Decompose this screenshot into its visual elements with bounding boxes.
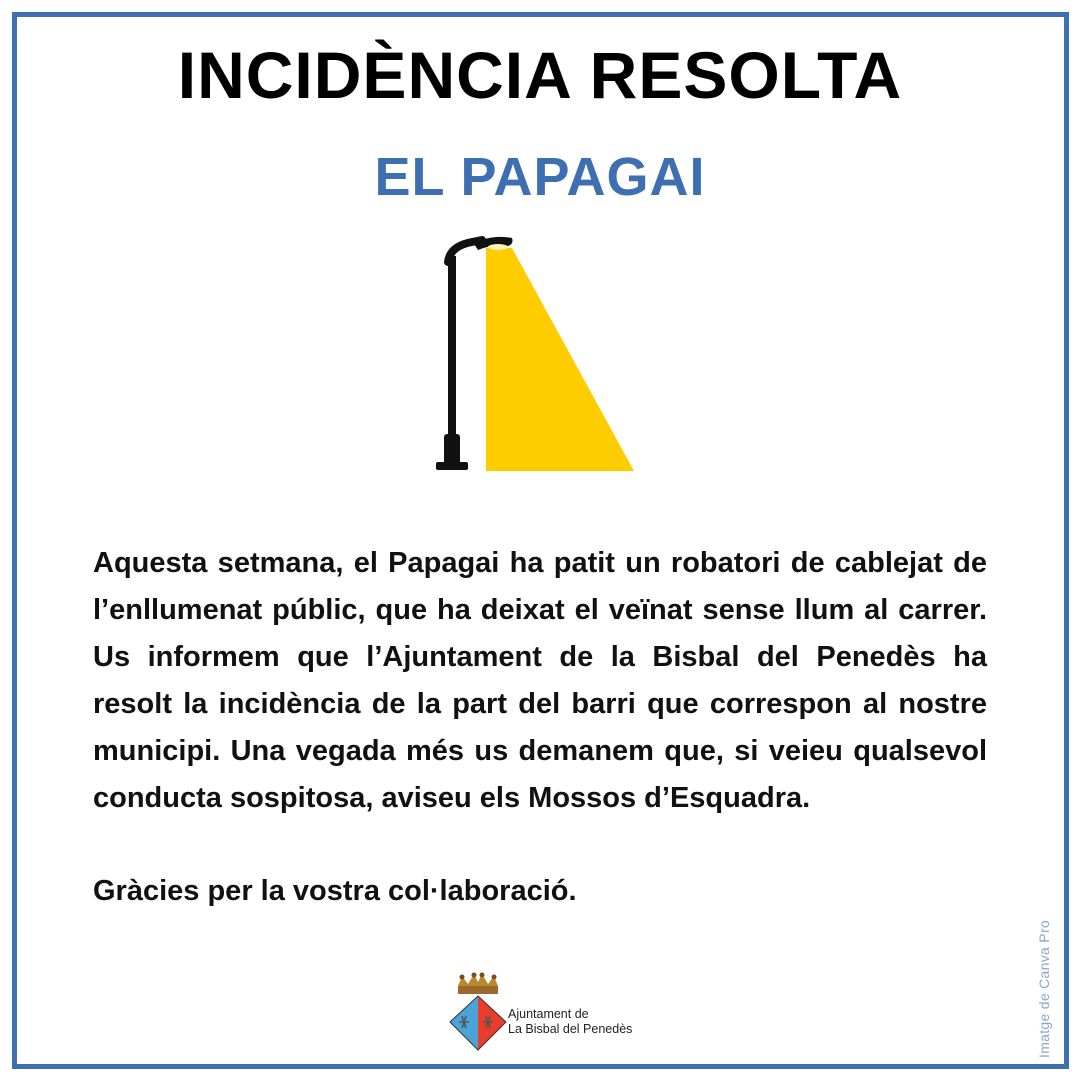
announcement-text: [93, 540, 987, 822]
closing-line: Gràcies per la vostra col·laboració.: [93, 875, 577, 907]
coat-of-arms-icon: [448, 972, 508, 1054]
lamp-pole: [448, 256, 456, 446]
lamp-foot: [436, 462, 468, 470]
lamp-bulb: [488, 244, 508, 250]
announcement-paragraph: Aquesta setmana, el Papagai ha patit un robatori de cablejat de l’enllumenat públic, que ha deixat el veïnat sense llum al carrer. Us informem que l’Ajuntament de la Bisbal del Penedès ha resolt la incidència de la part del barri que correspon al nostre municipi. Una vegada més us demanem que, si veieu qualsevol conducta sospitosa, aviseu els Mossos d’Esquadra.: [93, 547, 987, 814]
org-name-line2: La Bisbal del Penedès: [508, 1022, 633, 1036]
page-subtitle: EL PAPAGAI: [374, 147, 706, 207]
street-lamp-icon: [420, 228, 650, 478]
org-name-line1: Ajuntament de: [508, 1007, 589, 1021]
lamp-base: [444, 434, 460, 466]
page-title: INCIDÈNCIA RESOLTA: [177, 38, 903, 112]
light-beam: [486, 248, 634, 471]
org-name: [508, 1007, 632, 1037]
image-credit: Imatge de Canva Pro: [1036, 920, 1052, 1058]
